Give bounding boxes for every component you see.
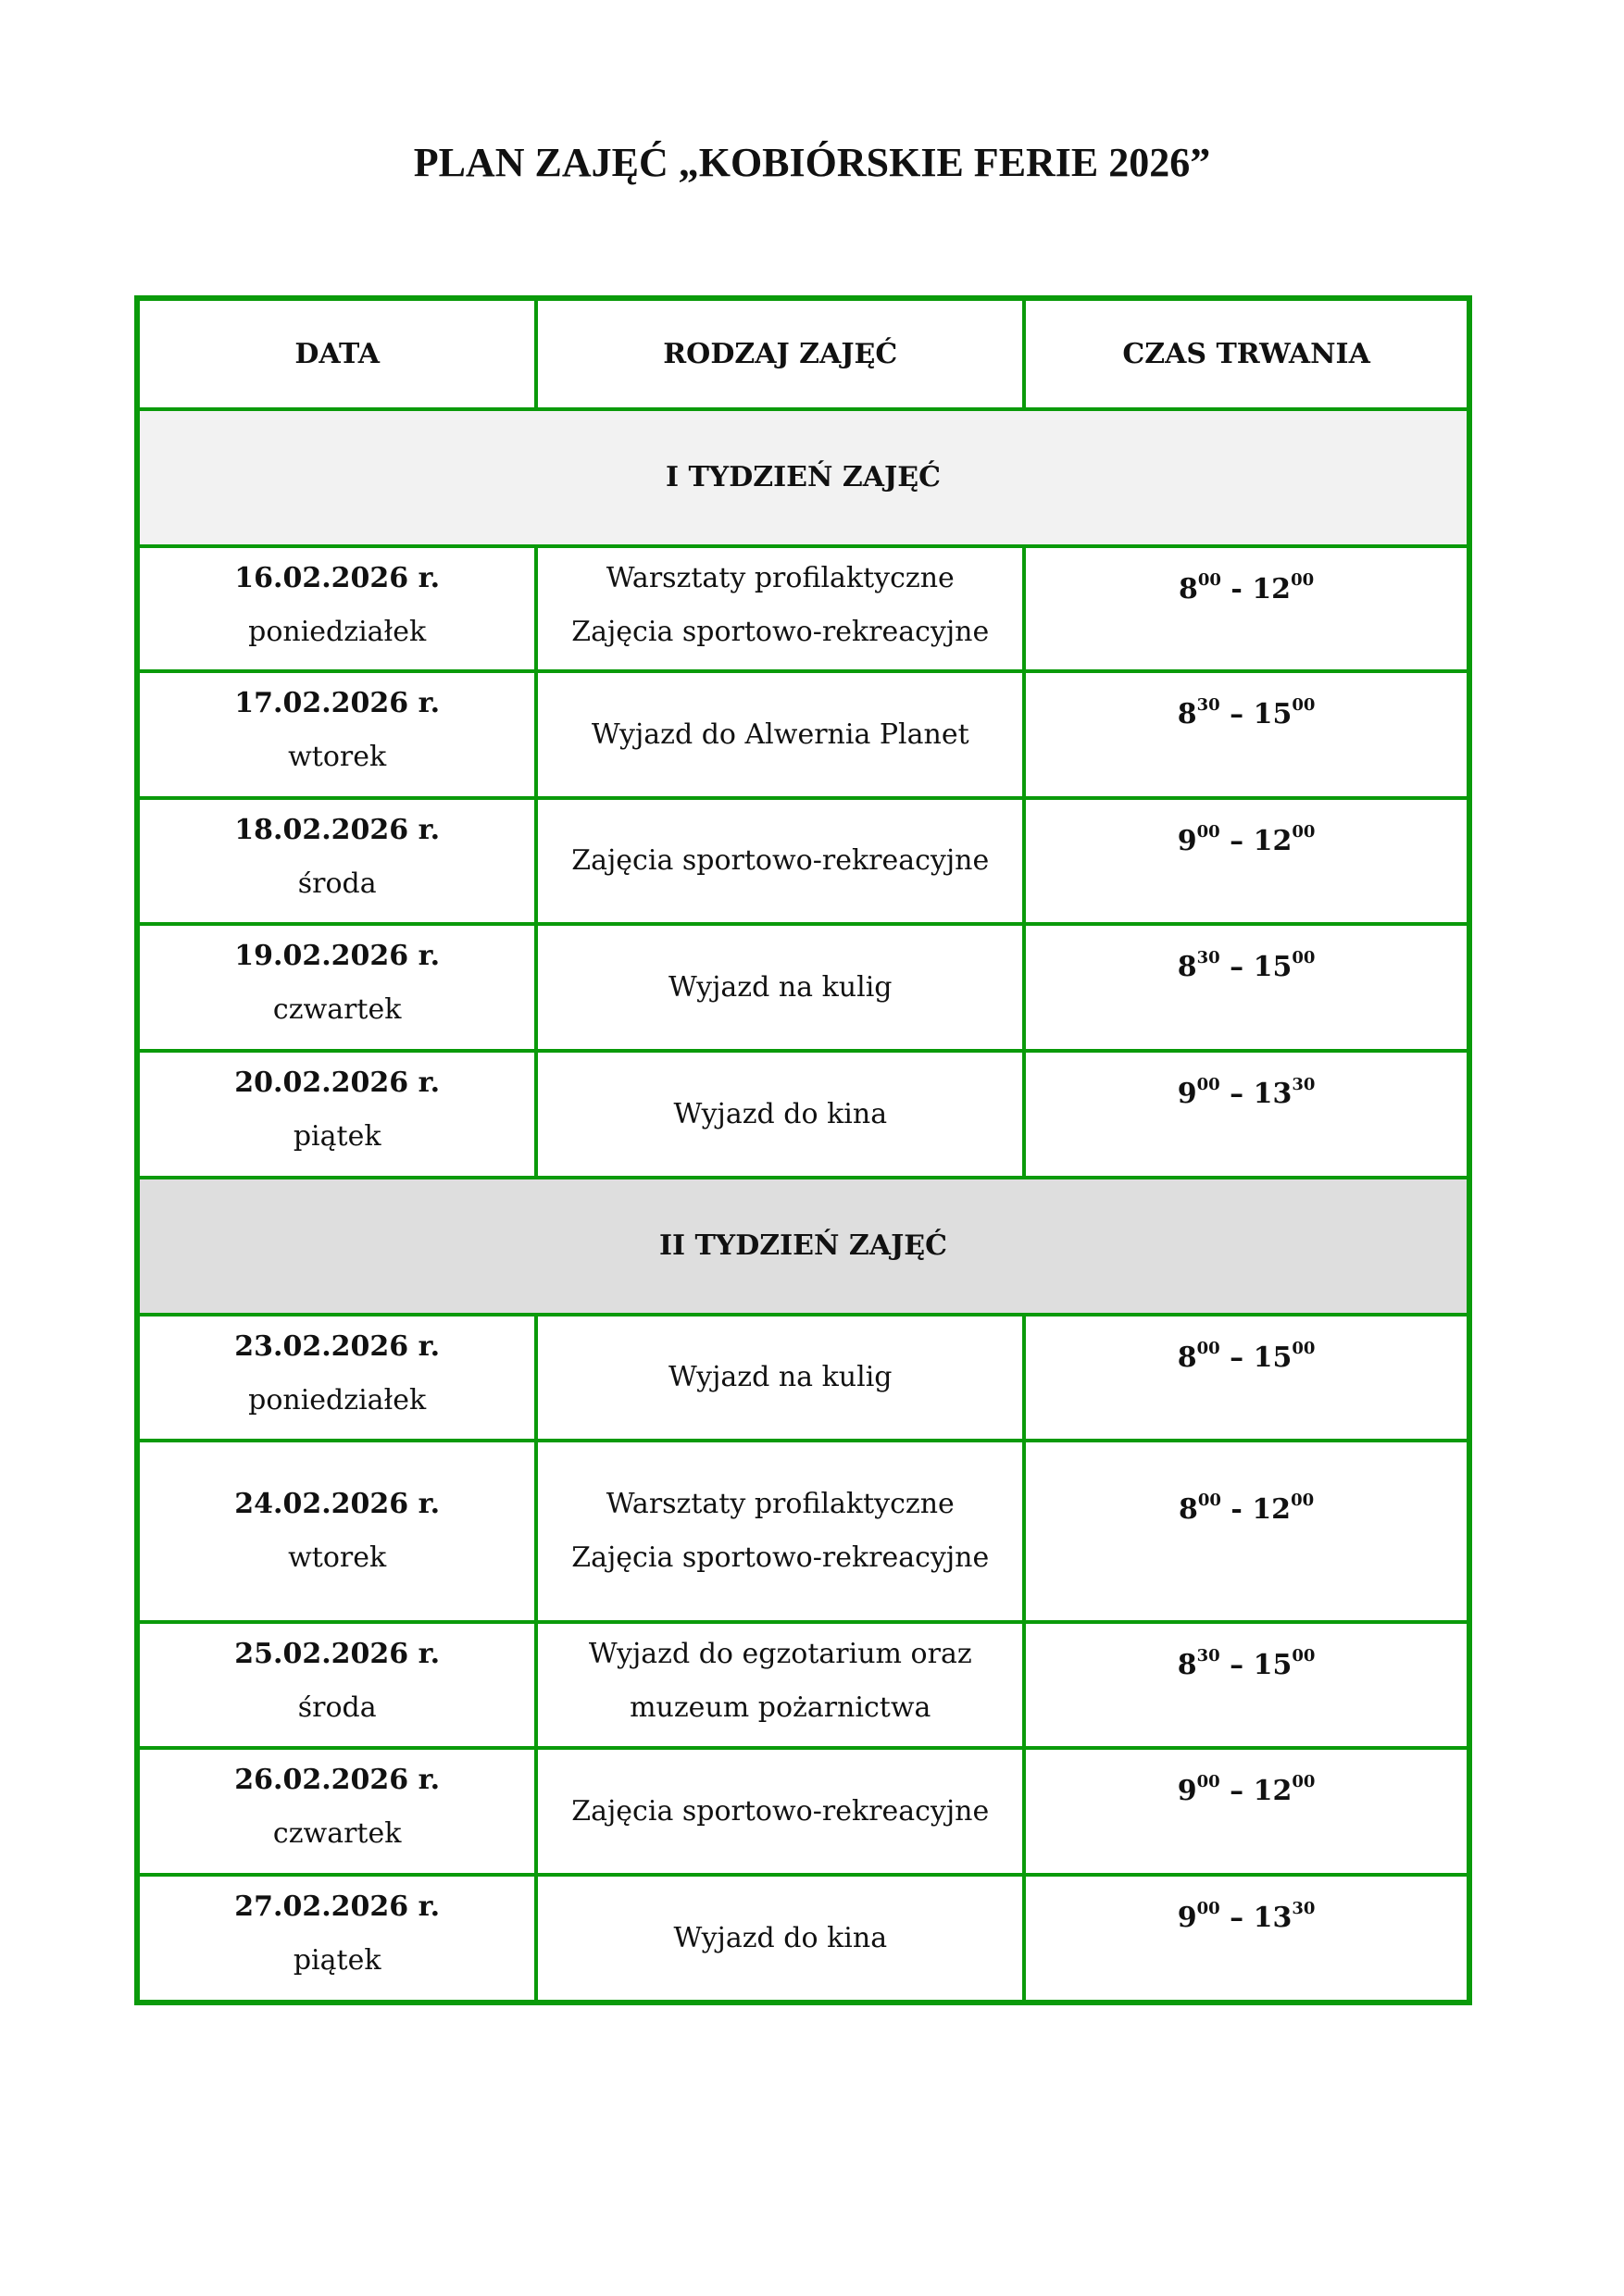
time-eh: 15 [1253,951,1293,983]
time-em: 00 [1292,948,1316,967]
duration-cell [1024,1748,1468,1875]
activity-cell [536,1315,1024,1441]
activity: Zajęcia sportowo-rekreacyjne [571,1541,990,1574]
time-em: 00 [1292,822,1316,842]
time-em: 00 [1291,570,1315,590]
time-eh: 15 [1253,1341,1293,1374]
date: 27.02.2026 r. [234,1890,441,1923]
duration-cell [1024,1051,1468,1178]
date-cell [138,1748,536,1875]
date-cell [138,1051,536,1178]
schedule-table [134,295,1472,2005]
time-sm: 00 [1196,1075,1220,1094]
activity-cell [536,1622,1024,1748]
time-range [1026,1880,1467,1945]
date-cell [138,671,536,798]
duration-cell [1024,546,1468,671]
time-eh: 13 [1253,1902,1293,1934]
weekday: poniedziałek [248,1384,427,1416]
date: 18.02.2026 r. [234,814,441,846]
activity-cell [536,1875,1024,2002]
weekday: środa [297,1691,377,1724]
time-sep: – [1219,1902,1254,1934]
time-sep: – [1219,951,1254,983]
date: 25.02.2026 r. [234,1638,441,1670]
time-eh: 12 [1253,1775,1293,1807]
time-sep: – [1219,1341,1254,1374]
date: 26.02.2026 r. [234,1764,441,1796]
activity: Wyjazd na kulig [668,1361,893,1393]
duration-cell [1024,924,1468,1051]
time-em: 00 [1292,1772,1316,1791]
week-label: I TYDZIEŃ ZAJĘĆ [138,409,1468,546]
time-sm: 00 [1196,822,1220,842]
time-sh: 8 [1179,573,1198,605]
table-row [138,1315,1468,1441]
time-sh: 8 [1179,1493,1198,1526]
duration-cell [1024,1441,1468,1622]
time-em: 30 [1292,1899,1316,1918]
activity: Warsztaty profilaktyczne [606,1488,955,1520]
week-header-row [138,1178,1468,1315]
weekday: czwartek [272,993,402,1026]
time-sm: 00 [1197,1491,1221,1510]
weekday: wtorek [288,741,387,773]
time-eh: 15 [1253,698,1293,730]
duration-cell [1024,671,1468,798]
activity: Wyjazd na kulig [668,970,893,1004]
time-sm: 00 [1196,1339,1220,1358]
time-sh: 8 [1177,1341,1197,1374]
weekday: piątek [293,1944,381,1977]
time-range [1026,552,1467,617]
time-sh: 9 [1177,1902,1197,1934]
table-row [138,1875,1468,2002]
time-eh: 13 [1253,1078,1293,1110]
time-sm: 30 [1196,1646,1220,1666]
time-em: 00 [1291,1491,1315,1510]
table-row [138,924,1468,1051]
weekday: piątek [293,1120,381,1153]
time-range [1026,1056,1467,1121]
duration-cell [1024,1315,1468,1441]
time-range [1026,804,1467,868]
activity-cell [536,924,1024,1051]
week-header-row [138,409,1468,546]
date-cell [138,1622,536,1748]
weekday: środa [297,867,377,900]
time-em: 00 [1292,1339,1316,1358]
time-sm: 30 [1196,695,1220,715]
date: 19.02.2026 r. [234,940,441,972]
time-sh: 8 [1177,951,1197,983]
table-row [138,798,1468,924]
date: 20.02.2026 r. [234,1067,441,1099]
time-eh: 12 [1252,573,1292,605]
activity: Zajęcia sportowo-rekreacyjne [571,1794,990,1828]
duration-cell [1024,1622,1468,1748]
time-range [1026,1446,1467,1537]
activity: Wyjazd do kina [673,1921,888,1954]
time-range [1026,677,1467,742]
date: 24.02.2026 r. [234,1488,441,1520]
time-sh: 8 [1177,698,1197,730]
table-row [138,1622,1468,1748]
page-title: PLAN ZAJĘĆ „KOBIÓRSKIE FERIE 2026” [413,140,1211,185]
weekday: wtorek [288,1541,387,1574]
table-row [138,1441,1468,1622]
activity: Zajęcia sportowo-rekreacyjne [571,844,990,877]
time-sm: 30 [1196,948,1220,967]
date-cell [138,924,536,1051]
time-sh: 9 [1177,1775,1197,1807]
time-sep: - [1220,573,1253,605]
duration-cell [1024,1875,1468,2002]
time-range [1026,1628,1467,1692]
table-row [138,546,1468,671]
time-range [1026,1320,1467,1385]
time-range [1026,1753,1467,1818]
header-activity: RODZAJ ZAJĘĆ [536,299,1024,409]
header-date: DATA [138,299,536,409]
time-em: 00 [1292,1646,1316,1666]
activity: muzeum pożarnictwa [630,1691,931,1724]
activity-cell [536,1748,1024,1875]
activity-cell [536,671,1024,798]
time-range [1026,930,1467,994]
time-sm: 00 [1196,1899,1220,1918]
header-row [138,299,1468,409]
time-sm: 00 [1197,570,1221,590]
time-em: 00 [1292,695,1316,715]
time-eh: 12 [1253,825,1293,857]
time-sep: – [1219,1078,1254,1110]
time-em: 30 [1292,1075,1316,1094]
time-sep: – [1219,825,1254,857]
time-eh: 15 [1253,1649,1293,1681]
time-sh: 8 [1177,1649,1197,1681]
time-sh: 9 [1177,825,1197,857]
date-cell [138,1875,536,2002]
duration-cell [1024,798,1468,924]
activity-cell [536,1441,1024,1622]
table-row [138,1051,1468,1178]
header-duration: CZAS TRWANIA [1024,299,1468,409]
time-sm: 00 [1196,1772,1220,1791]
activity: Wyjazd do egzotarium oraz [588,1638,972,1670]
weekday: poniedziałek [248,616,427,648]
table-row [138,671,1468,798]
activity: Zajęcia sportowo-rekreacyjne [571,616,990,648]
activity-cell [536,546,1024,671]
date: 16.02.2026 r. [234,562,441,594]
activity: Wyjazd do Alwernia Planet [591,718,969,751]
weekday: czwartek [272,1817,402,1850]
date-cell [138,1315,536,1441]
time-eh: 12 [1252,1493,1292,1526]
time-sep: - [1220,1493,1253,1526]
week-label: II TYDZIEŃ ZAJĘĆ [138,1178,1468,1315]
activity-cell [536,1051,1024,1178]
time-sep: – [1219,1649,1254,1681]
date: 23.02.2026 r. [234,1330,441,1363]
time-sep: – [1219,1775,1254,1807]
time-sh: 9 [1177,1078,1197,1110]
activity: Warsztaty profilaktyczne [606,562,955,594]
date-cell [138,798,536,924]
table-row [138,1748,1468,1875]
date-cell [138,1441,536,1622]
date-cell [138,546,536,671]
activity: Wyjazd do kina [673,1097,888,1130]
date: 17.02.2026 r. [234,687,441,719]
time-sep: – [1219,698,1254,730]
activity-cell [536,798,1024,924]
